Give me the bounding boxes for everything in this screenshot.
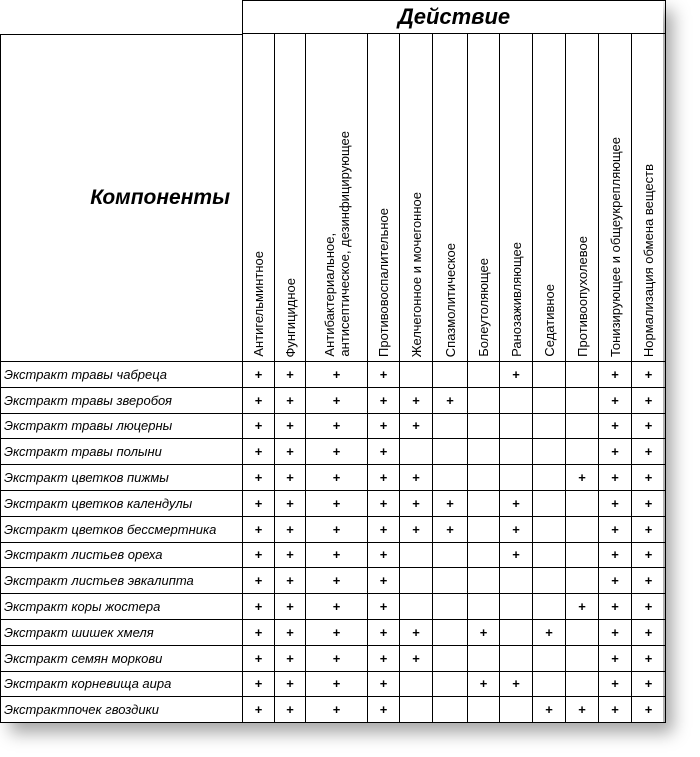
table-cell bbox=[533, 517, 566, 543]
table-cell bbox=[400, 362, 433, 388]
row-label: Экстракт листьев эвкалипта bbox=[0, 568, 243, 594]
table-cell bbox=[433, 465, 468, 491]
table-cell: + bbox=[275, 620, 306, 646]
table-cell bbox=[433, 362, 468, 388]
table-cell: + bbox=[599, 646, 632, 672]
table-cell: + bbox=[400, 414, 433, 440]
row-label: Экстракт корневища аира bbox=[0, 672, 243, 698]
table-cell bbox=[500, 465, 533, 491]
table-cell: + bbox=[599, 697, 632, 723]
table-cell: + bbox=[306, 388, 368, 414]
table-cell: + bbox=[275, 568, 306, 594]
row-label: Экстракт травы люцерны bbox=[0, 414, 243, 440]
table-cell: + bbox=[632, 465, 666, 491]
table-cell bbox=[566, 439, 599, 465]
table-cell: + bbox=[433, 517, 468, 543]
table-cell bbox=[533, 568, 566, 594]
table-cell: + bbox=[632, 646, 666, 672]
table-cell bbox=[433, 543, 468, 569]
table-cell: + bbox=[632, 517, 666, 543]
table-cell bbox=[533, 491, 566, 517]
table-cell: + bbox=[632, 439, 666, 465]
table-cell: + bbox=[306, 543, 368, 569]
column-header bbox=[400, 34, 433, 362]
table-cell: + bbox=[368, 517, 400, 543]
table-cell: + bbox=[368, 414, 400, 440]
table-cell: + bbox=[368, 491, 400, 517]
action-title: Действие bbox=[243, 0, 666, 34]
row-label: Экстракт цветков пижмы bbox=[0, 465, 243, 491]
table-cell bbox=[533, 362, 566, 388]
table-cell bbox=[400, 568, 433, 594]
column-header-label: Нормализация обмена веществ bbox=[641, 163, 656, 357]
column-header-label: Седативное bbox=[541, 284, 557, 357]
table-cell: + bbox=[468, 620, 500, 646]
table-cell: + bbox=[306, 465, 368, 491]
table-cell: + bbox=[500, 672, 533, 698]
row-label: Экстракт травы зверобоя bbox=[0, 388, 243, 414]
column-header-label: Спазмолитическое bbox=[442, 242, 458, 357]
row-label: Экстракт травы полыни bbox=[0, 439, 243, 465]
row-label: Экстрактпочек гвоздики bbox=[0, 697, 243, 723]
table-cell bbox=[468, 568, 500, 594]
table-cell: + bbox=[306, 594, 368, 620]
table-cell bbox=[500, 697, 533, 723]
column-header-label: Противовоспалительное bbox=[376, 208, 391, 357]
row-label: Экстракт шишек хмеля bbox=[0, 620, 243, 646]
table-cell: + bbox=[632, 491, 666, 517]
table-cell bbox=[468, 543, 500, 569]
column-header bbox=[433, 34, 468, 362]
column-header-label: Тонизирующее и общеукрепляющее bbox=[607, 136, 623, 357]
table-cell: + bbox=[433, 388, 468, 414]
table-cell: + bbox=[306, 672, 368, 698]
table-cell: + bbox=[243, 388, 275, 414]
table-cell: + bbox=[275, 543, 306, 569]
table-cell: + bbox=[599, 620, 632, 646]
table-cell: + bbox=[306, 568, 368, 594]
table-cell bbox=[566, 672, 599, 698]
table-cell: + bbox=[243, 517, 275, 543]
table-cell bbox=[433, 646, 468, 672]
table-cell: + bbox=[599, 594, 632, 620]
column-header-label: Желчегонное и мочегонное bbox=[408, 191, 424, 357]
column-header bbox=[243, 34, 275, 362]
table-cell bbox=[468, 491, 500, 517]
row-label: Экстракт цветков бессмертника bbox=[0, 517, 243, 543]
table-cell: + bbox=[599, 568, 632, 594]
table-cell: + bbox=[275, 465, 306, 491]
table-cell: + bbox=[275, 388, 306, 414]
table-cell: + bbox=[368, 388, 400, 414]
table-cell: + bbox=[368, 620, 400, 646]
table-cell: + bbox=[275, 414, 306, 440]
column-header-label: Противоопухолевое bbox=[574, 236, 590, 357]
table-cell: + bbox=[368, 439, 400, 465]
table-cell: + bbox=[566, 465, 599, 491]
row-label: Экстракт листьев ореха bbox=[0, 543, 243, 569]
table-cell bbox=[468, 388, 500, 414]
table-cell bbox=[400, 439, 433, 465]
table-cell bbox=[533, 646, 566, 672]
table-cell: + bbox=[632, 620, 666, 646]
table-cell: + bbox=[368, 697, 400, 723]
components-title: Компоненты bbox=[0, 34, 243, 362]
table-cell: + bbox=[400, 517, 433, 543]
table-cell: + bbox=[306, 646, 368, 672]
table-cell: + bbox=[243, 568, 275, 594]
table-cell bbox=[533, 414, 566, 440]
table-cell bbox=[500, 620, 533, 646]
table-cell: + bbox=[599, 439, 632, 465]
table-cell bbox=[566, 414, 599, 440]
table-cell: + bbox=[400, 388, 433, 414]
table-cell: + bbox=[306, 439, 368, 465]
table-cell bbox=[433, 697, 468, 723]
table-cell: + bbox=[632, 594, 666, 620]
table-cell bbox=[500, 646, 533, 672]
column-header bbox=[275, 34, 306, 362]
table-cell: + bbox=[275, 594, 306, 620]
table-cell bbox=[533, 672, 566, 698]
table-cell: + bbox=[533, 697, 566, 723]
table-cell bbox=[566, 362, 599, 388]
table-cell bbox=[566, 646, 599, 672]
column-header bbox=[368, 34, 400, 362]
table-cell: + bbox=[243, 646, 275, 672]
table-cell: + bbox=[599, 543, 632, 569]
table-cell: + bbox=[599, 414, 632, 440]
table-cell bbox=[500, 568, 533, 594]
table-cell: + bbox=[243, 543, 275, 569]
table-cell bbox=[433, 414, 468, 440]
table-corner bbox=[0, 0, 243, 34]
table-cell bbox=[533, 465, 566, 491]
table-cell: + bbox=[243, 465, 275, 491]
table-cell bbox=[566, 491, 599, 517]
table-cell: + bbox=[599, 388, 632, 414]
table-cell: + bbox=[500, 491, 533, 517]
table-cell: + bbox=[243, 697, 275, 723]
table-cell bbox=[400, 697, 433, 723]
table-cell bbox=[566, 543, 599, 569]
row-label: Экстракт семян моркови bbox=[0, 646, 243, 672]
table-cell: + bbox=[400, 646, 433, 672]
column-header-label: Болеутоляющее bbox=[476, 258, 491, 357]
table-cell: + bbox=[632, 568, 666, 594]
table-cell bbox=[533, 594, 566, 620]
table-cell: + bbox=[275, 672, 306, 698]
table-cell: + bbox=[275, 491, 306, 517]
table-cell: + bbox=[433, 491, 468, 517]
table-cell: + bbox=[243, 594, 275, 620]
column-header-label: Антигельминтное bbox=[251, 251, 266, 357]
table-cell: + bbox=[566, 697, 599, 723]
table-cell: + bbox=[400, 620, 433, 646]
table-cell: + bbox=[243, 491, 275, 517]
table-cell bbox=[468, 465, 500, 491]
table-cell bbox=[468, 414, 500, 440]
column-header bbox=[632, 34, 666, 362]
table-cell bbox=[400, 543, 433, 569]
table-cell: + bbox=[306, 620, 368, 646]
table-cell: + bbox=[400, 491, 433, 517]
table-cell: + bbox=[368, 543, 400, 569]
table-cell: + bbox=[599, 465, 632, 491]
table-cell: + bbox=[306, 697, 368, 723]
table-cell: + bbox=[500, 517, 533, 543]
table-cell: + bbox=[368, 646, 400, 672]
row-label: Экстракт коры жостера bbox=[0, 594, 243, 620]
table-cell: + bbox=[632, 414, 666, 440]
table-cell bbox=[500, 594, 533, 620]
table-cell bbox=[566, 388, 599, 414]
table-cell: + bbox=[306, 517, 368, 543]
table-cell: + bbox=[599, 672, 632, 698]
table-cell bbox=[433, 620, 468, 646]
table-cell bbox=[433, 439, 468, 465]
table-cell: + bbox=[306, 491, 368, 517]
table-cell bbox=[468, 594, 500, 620]
table-cell: + bbox=[533, 620, 566, 646]
table-cell bbox=[400, 672, 433, 698]
table-cell bbox=[566, 517, 599, 543]
column-header bbox=[306, 34, 368, 362]
table-cell: + bbox=[632, 697, 666, 723]
row-label: Экстракт цветков календулы bbox=[0, 491, 243, 517]
column-header bbox=[500, 34, 533, 362]
table-cell bbox=[468, 517, 500, 543]
table-cell bbox=[533, 543, 566, 569]
table-cell bbox=[400, 594, 433, 620]
table-cell: + bbox=[368, 568, 400, 594]
column-header-label: Фунгицидное bbox=[282, 277, 298, 357]
table-cell: + bbox=[368, 594, 400, 620]
table-cell bbox=[533, 388, 566, 414]
table-cell: + bbox=[368, 465, 400, 491]
table-cell: + bbox=[306, 414, 368, 440]
column-header bbox=[566, 34, 599, 362]
table-cell: + bbox=[368, 362, 400, 388]
table-cell: + bbox=[599, 491, 632, 517]
table-cell: + bbox=[306, 362, 368, 388]
table-cell: + bbox=[632, 388, 666, 414]
column-header bbox=[468, 34, 500, 362]
table-cell: + bbox=[243, 414, 275, 440]
table-cell bbox=[468, 439, 500, 465]
table-cell: + bbox=[500, 543, 533, 569]
table-cell bbox=[468, 362, 500, 388]
table-cell: + bbox=[599, 517, 632, 543]
table-cell: + bbox=[243, 620, 275, 646]
table-cell bbox=[468, 646, 500, 672]
table-cell bbox=[566, 620, 599, 646]
column-header-label: Ранозаживляющее bbox=[508, 242, 524, 357]
table-cell: + bbox=[275, 362, 306, 388]
table-cell: + bbox=[275, 517, 306, 543]
table-cell: + bbox=[275, 646, 306, 672]
table-cell: + bbox=[400, 465, 433, 491]
column-header bbox=[599, 34, 632, 362]
table-cell: + bbox=[275, 439, 306, 465]
row-label: Экстракт травы чабреца bbox=[0, 362, 243, 388]
table-cell bbox=[433, 594, 468, 620]
table-cell: + bbox=[368, 672, 400, 698]
table-cell bbox=[500, 414, 533, 440]
table-cell: + bbox=[632, 672, 666, 698]
table-cell: + bbox=[243, 362, 275, 388]
table-cell bbox=[566, 568, 599, 594]
table-cell bbox=[468, 697, 500, 723]
table-cell: + bbox=[243, 439, 275, 465]
column-header bbox=[533, 34, 566, 362]
column-header-label: Антибактериальное, антисептическое, дезинфицирующее bbox=[321, 131, 352, 357]
table-cell bbox=[500, 439, 533, 465]
table-cell: + bbox=[468, 672, 500, 698]
table-cell bbox=[500, 388, 533, 414]
table-cell: + bbox=[632, 543, 666, 569]
table-cell: + bbox=[632, 362, 666, 388]
table-cell: + bbox=[500, 362, 533, 388]
table-cell bbox=[533, 439, 566, 465]
table-cell: + bbox=[243, 672, 275, 698]
table-cell: + bbox=[275, 697, 306, 723]
table-cell bbox=[433, 672, 468, 698]
table-cell bbox=[433, 568, 468, 594]
table-cell: + bbox=[599, 362, 632, 388]
table-cell: + bbox=[566, 594, 599, 620]
